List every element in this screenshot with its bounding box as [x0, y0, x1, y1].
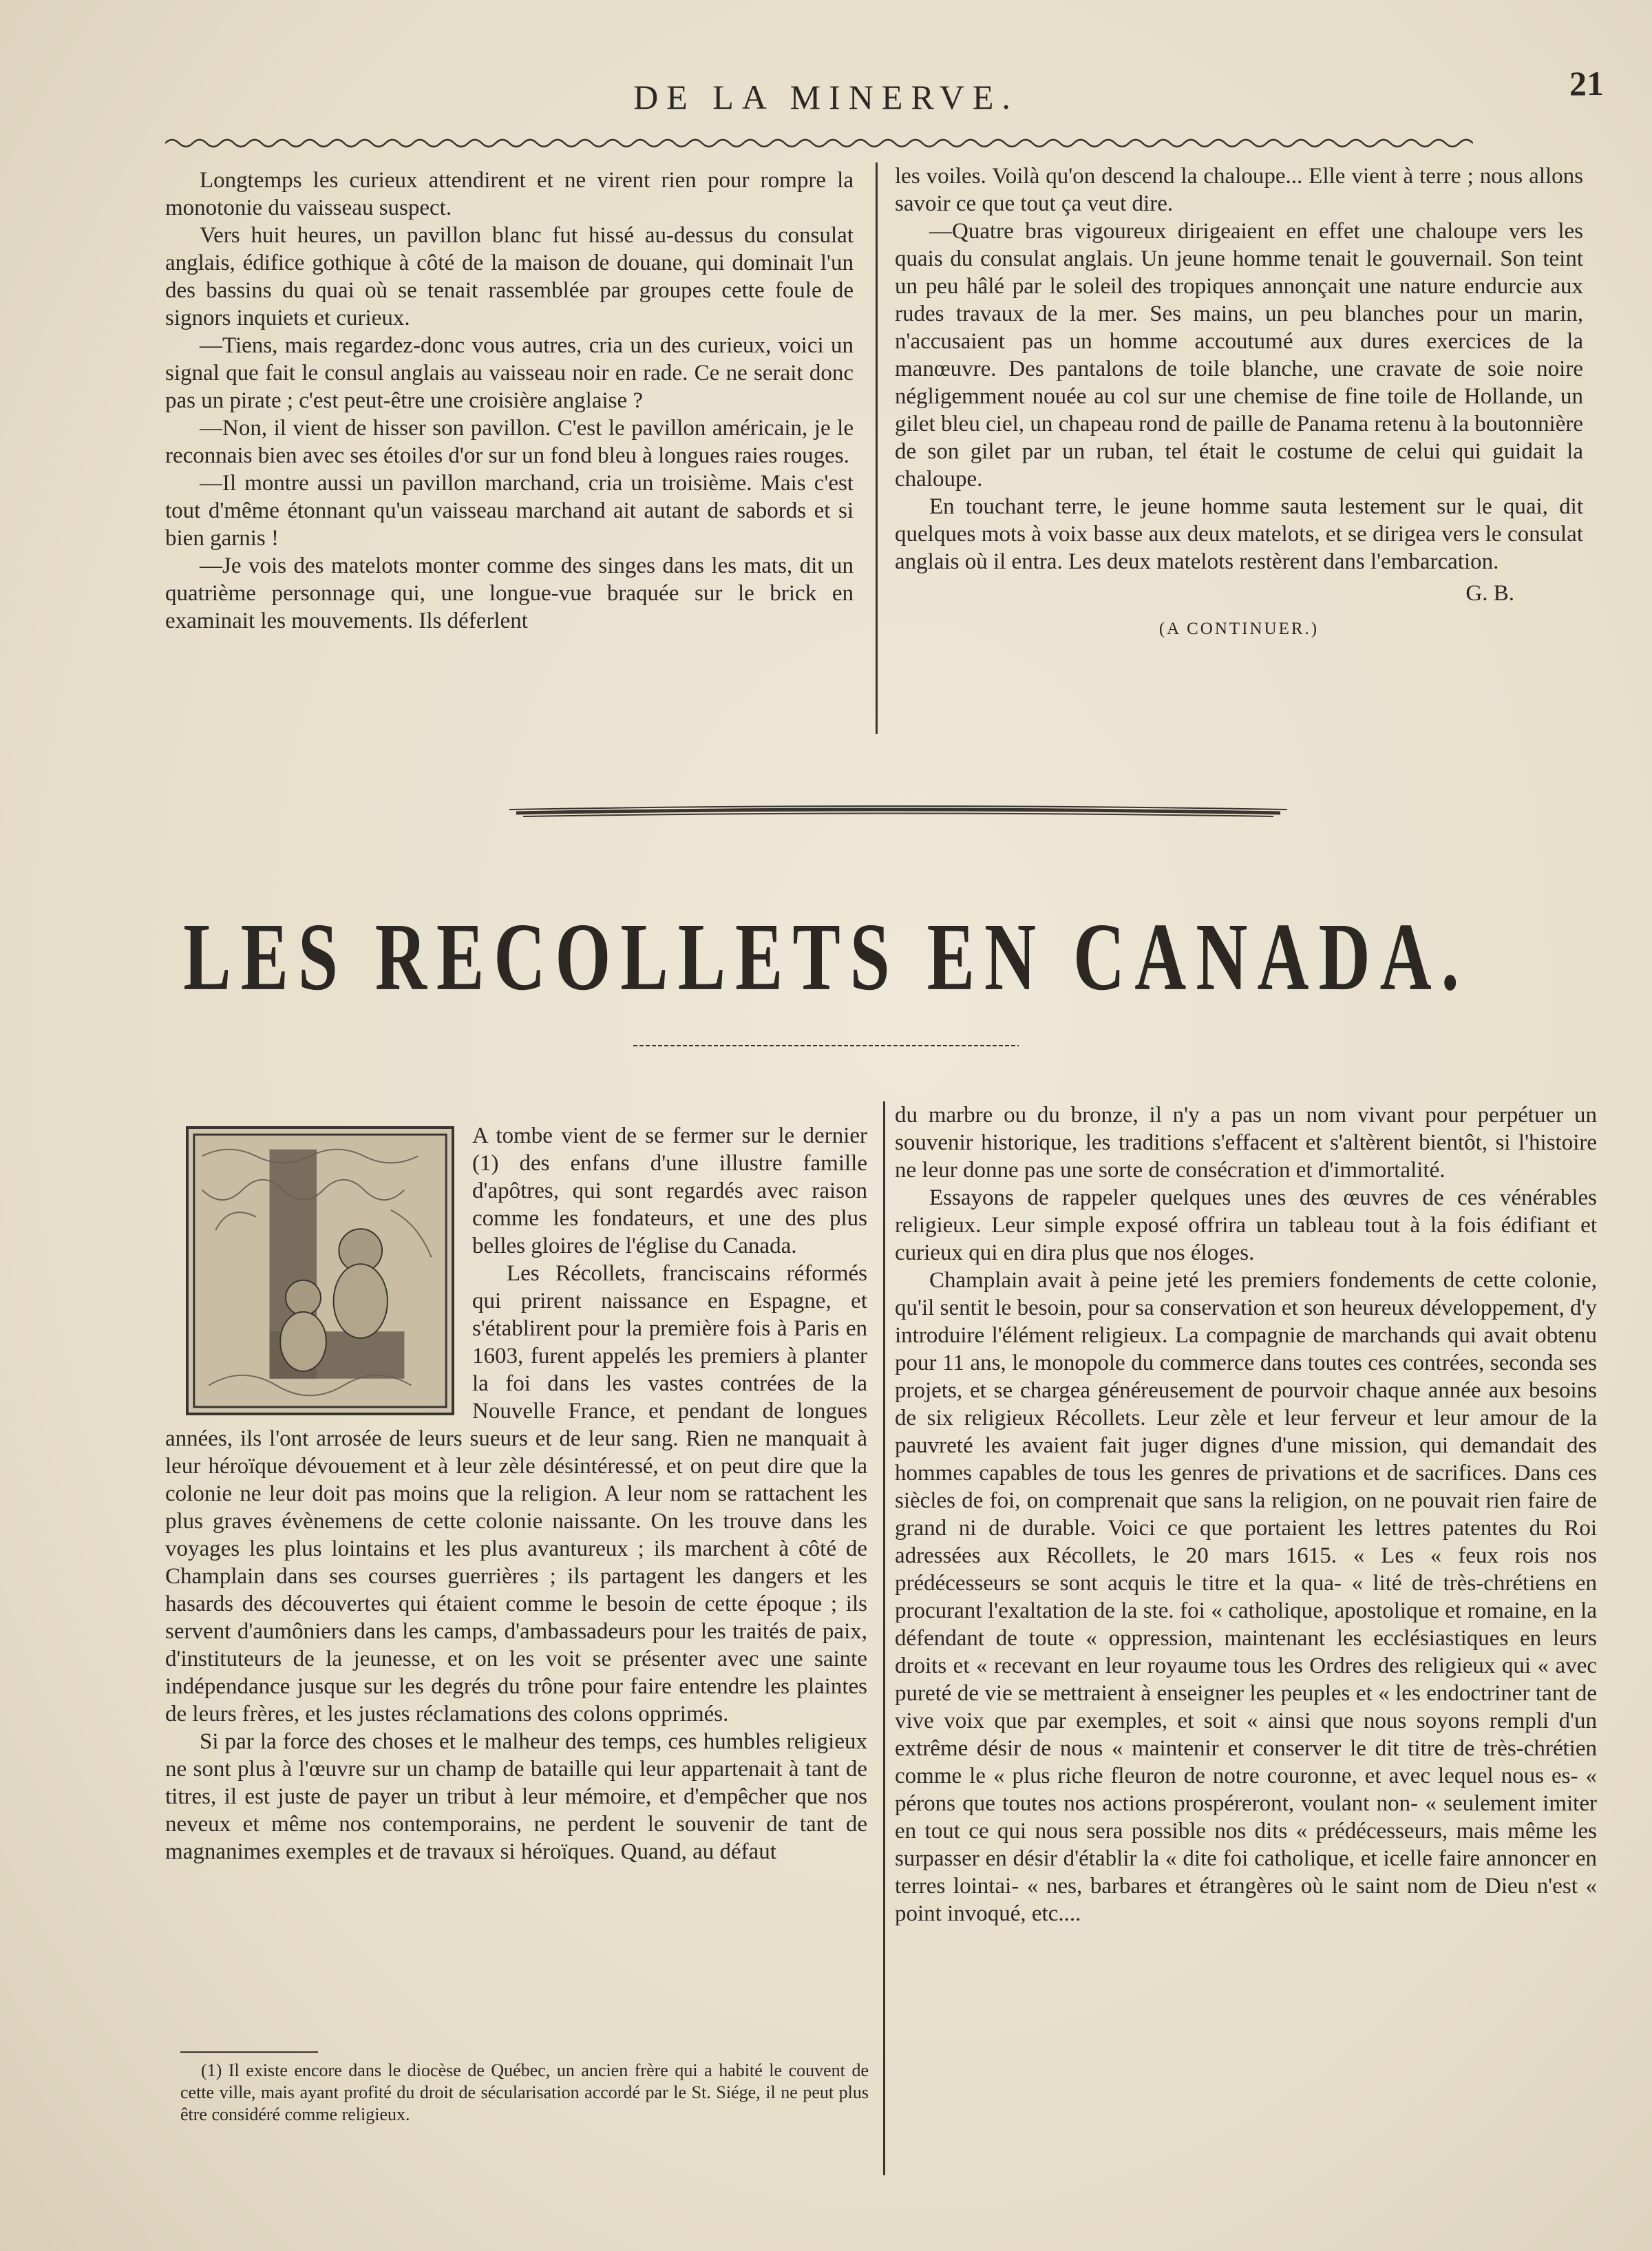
story-paragraph: —Quatre bras vigoureux dirigeaient en effet une chaloupe vers les quais du consulat anglais. Un jeune homme tenait le gouvernail. Son teint un peu hâlé par le soleil des tropiques annonçait une nature endurcie aux rudes travaux de la mer. Ses mains, un peu blanches pour un marin, n'accusaient pas un homme accoutumé aux dures exercices de la manœuvre. Des pantalons de toile blanche, une cravate de soie noire négligemment nouée au col sur une chemise de fine toile de Hollande, un gilet bleu ciel, un chapeau rond de paille de Panama retenu à la boutonnière de son gilet par un ruban, tel était le costume de celui qui guidait la chaloupe. — [895, 219, 1583, 492]
story-paragraph: —Non, il vient de hisser son pavillon. C'est le pavillon américain, je le reconnais bien avec ses étoiles d'or sur un fond bleu à longues raies rouges. — [165, 416, 854, 468]
ornamental-initial-l — [186, 1126, 454, 1415]
header-wavy-rule — [165, 136, 1473, 150]
cherub-engraving-icon — [189, 1129, 452, 1413]
column-divider-top — [876, 162, 878, 734]
column-divider-bottom — [883, 1101, 885, 2175]
story-left-column — [165, 167, 854, 635]
article-paragraph: du marbre ou du bronze, il n'y a pas un nom vivant pour perpétuer un souvenir historique, les traditions s'effacent et s'altèrent bientôt, si l'histoire ne leur donne pas une sorte de consécration et d'immortalité. — [895, 1103, 1597, 1183]
running-head: DE LA MINERVE. — [633, 78, 1019, 116]
article-paragraph: A tombe vient de se fermer sur le dernier (1) des enfans d'une illustre famille d'apôtres, qui sont regardés avec raison comme les fondateurs, et une des plus belles gloires de l'église du Canada. — [472, 1123, 867, 1258]
story-paragraph: Longtemps les curieux attendirent et ne virent rien pour rompre la monotonie du vaisseau suspect. — [165, 168, 854, 220]
footnote — [180, 2060, 869, 2126]
article-title: LES RECOLLETS EN CANADA. — [183, 903, 1469, 1011]
article-paragraph: Si par la force des choses et le malheur des temps, ces humbles religieux ne sont plus à l'œuvre sur un champ de bataille qui leur appartenait à tant de titres, il est juste de payer un tribut à leur mémoire, et d'empêcher que nos neveux et même nos contemporains, ne perdent le souvenir de tant de magnanimes exemples et de travaux si héroïques. Quand, au défaut — [165, 1729, 867, 1864]
footnote-rule — [180, 2051, 318, 2053]
section-separator — [509, 804, 1287, 819]
article-left-column — [165, 1122, 867, 1866]
story-paragraph: —Il montre aussi un pavillon marchand, cria un troisième. Mais c'est tout d'même étonnant qu'un vaisseau marchand ait autant de sabords et si bien garnis ! — [165, 471, 854, 551]
article-paragraph: Les Récollets, franciscains réformés qui prirent naissance en Espagne, et s'établirent pour la première fois à Paris en 1603, furent appelés les premiers à planter la foi dans les vastes contrées de la Nouvelle France, et pendant de longues années, ils l'ont arrosée de leurs sueurs et de leur sang. Rien ne manquait à leur héroïque dévouement et à leur zèle désintéressé, et on peut dire que la colonie ne leur doit pas moins que la religion. A leur nom se rattachent les plus graves évènemens de cette colonie naissante. On les trouve dans les voyages les plus lointains et les plus avantureux ; ils marchent à côté de Champlain dans ses courses guerrières ; ils partagent les dangers et les hasards des découvertes qui étaient comme le besoin de cette époque ; ils servent d'aumôniers dans les camps, d'ambassadeurs pour les traités de paix, d'instituteurs de la jeunesse, et on les voit se présenter avec une sainte indépendance jusque sur les degrés du trône pour faire entendre les plaintes de leurs frères, et les justes réclamations des colons opprimés. — [165, 1261, 867, 1726]
story-paragraph: les voiles. Voilà qu'on descend la chaloupe... Elle vient à terre ; nous allons savoir ce que tout ça veut dire. — [895, 164, 1583, 216]
title-rule — [633, 1042, 1019, 1049]
article-right-column — [895, 1101, 1597, 1927]
footnote-text: (1) Il existe encore dans le diocèse de Québec, un ancien frère qui a habité le couvent de cette ville, mais ayant profité du droit de sécularisation accordé par le St. Siége, il ne peut plus être considéré comme religieux. — [180, 2060, 869, 2124]
story-paragraph: En touchant terre, le jeune homme sauta lestement sur le quai, dit quelques mots à voix basse aux deux matelots, et se dirigea vers le consulat anglais où il entra. Les deux matelots restèrent dans l'embarcation. — [895, 494, 1583, 574]
story-signature: G. B. — [1465, 581, 1514, 606]
story-paragraph: —Tiens, mais regardez-donc vous autres, cria un des curieux, voici un signal que fait le consul anglais au vaisseau noir en rade. Ce ne serait donc pas un pirate ; c'est peut-être une croisière anglaise ? — [165, 333, 854, 413]
story-paragraph: Vers huit heures, un pavillon blanc fut hissé au-dessus du consulat anglais, édifice gothique à côté de la maison de douane, qui dominait l'un des bassins du quai où se tenait rassemblée par groupes cette foule de signors inquiets et curieux. — [165, 223, 854, 330]
article-paragraph: Champlain avait à peine jeté les premiers fondements de cette colonie, qu'il sentit le besoin, pour sa conservation et son heureux développement, d'y introduire l'élément religieux. La compagnie de marchands qui avait obtenu pour 11 ans, le monopole du commerce dans toutes ces contrées, seconda ses projets, et se chargea généreusement de pourvoir chaque année aux besoins de six religieux Récollets. Leur zèle et leur ferveur et leur amour de la pauvreté les avaient fait juger dignes d'une mission, qui demandait des hommes capables de tous les genres de privations et de sacrifices. Dans ces siècles de foi, on comprenait que sans la religion, on ne pouvait rien faire de grand ni de durable. Voici ce que portaient les lettres patentes du Roi adressées aux Récollets, le 20 mars 1615. « Les « feux rois nos prédécesseurs se sont acquis le titre et la qua- « lité de très-chrétiens en procurant l'exaltation de la ste. foi « catholique, apostolique et romaine, en la défendant de toute « oppression, maintenant les ecclésiastiques en leurs droits et « recevant en leur royaume tous les Ordres des religieux qui « avec pureté de vie se mettraient à enseigner les peuples et « les endoctriner tant de vive voix que par exemples, et soit « ainsi que nous soyons rempli d'un extrême désir de nous « maintenir et conserver le dit titre de très-chrétien comme le « plus riche fleuron de notre couronne, et avec lequel nous es- « pérons que toutes nos actions prospéreront, voulant non- « seulement imiter en tout ce qui nous sera possible nos dits « prédécesseurs, mais même les surpasser en désir d'établir la « dite foi catholique, et icelle faire annoncer en terres lointai- « nes, barbares et étrangères où le saint nom de Dieu n'est « point invoqué, etc.... — [895, 1268, 1597, 1926]
story-continued-note: (A CONTINUER.) — [1158, 620, 1320, 638]
story-paragraph: —Je vois des matelots monter comme des singes dans les mats, dit un quatrième personnage qui, une longue-vue braquée sur le brick en examinait les mouvements. Ils déferlent — [165, 553, 854, 633]
article-paragraph: Essayons de rappeler quelques unes des œuvres de ces vénérables religieux. Leur simple exposé offrira un tableau tout à la fois édifiant et curieux qui en dira plus que nos éloges. — [895, 1185, 1597, 1265]
page-number: 21 — [1569, 64, 1604, 103]
story-right-column — [895, 162, 1583, 643]
